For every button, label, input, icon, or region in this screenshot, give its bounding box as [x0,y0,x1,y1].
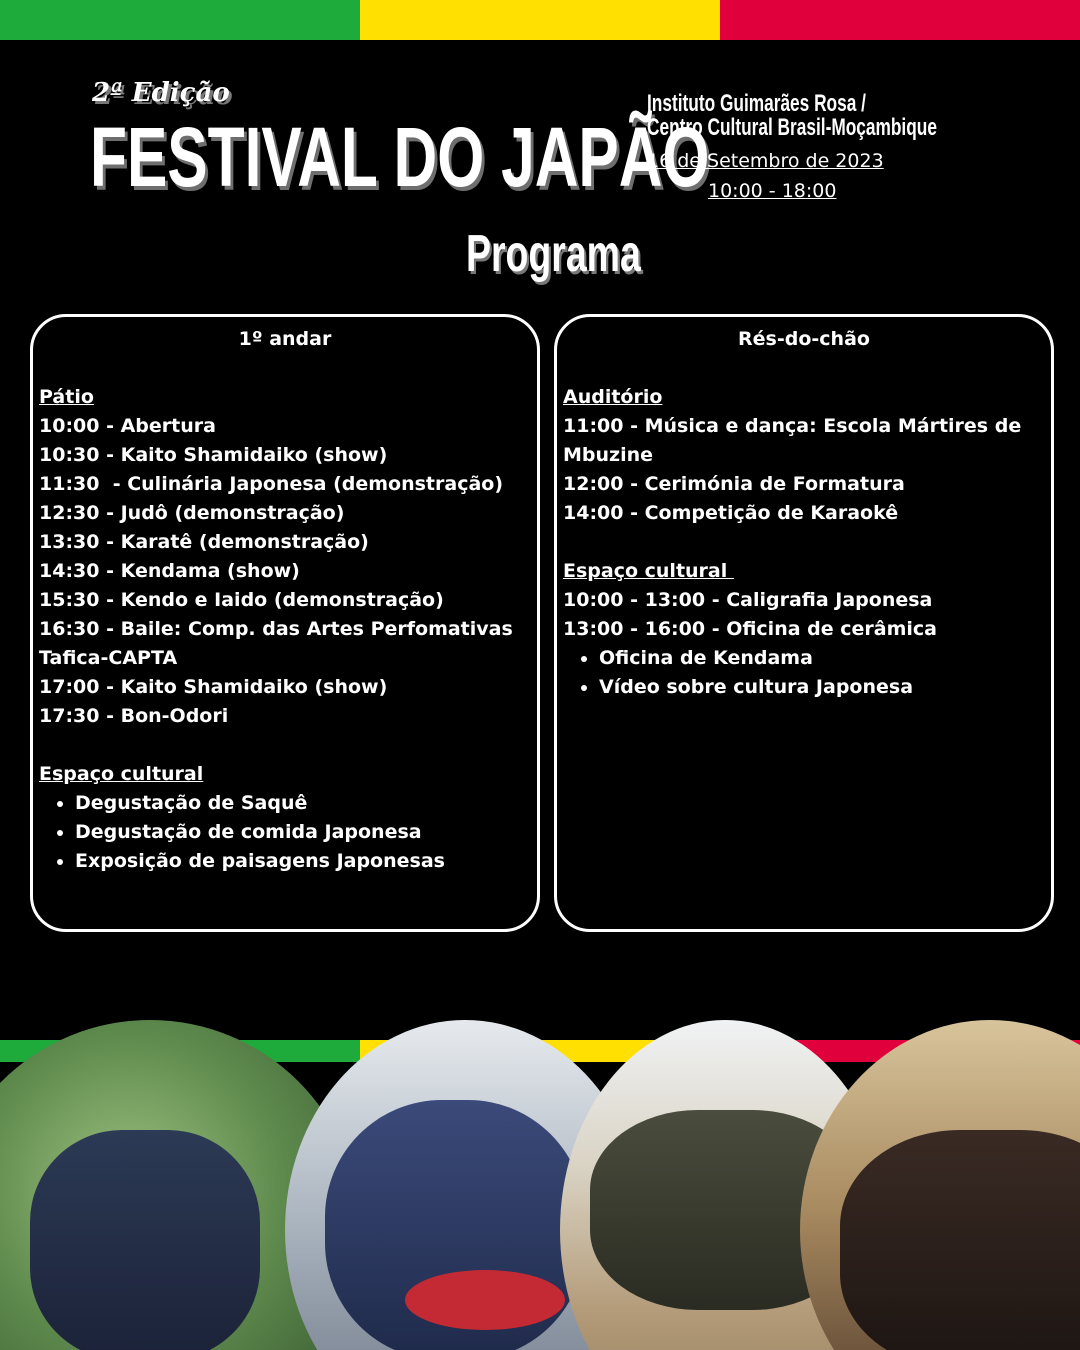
cultural-list [39,789,531,876]
schedule-item: 10:00 - 13:00 - Caligrafia Japonesa [563,589,933,611]
schedule-item: 15:30 - Kendo e Iaido (demonstração) [39,589,444,611]
venue-line-1: Instituto Guimarães Rosa / [647,90,866,117]
event-date: 16 de Setembro de 2023 [647,150,884,172]
panel-title-first-floor: 1º andar [238,328,332,350]
schedule-item: 12:00 - Cerimónia de Formatura [563,473,905,495]
flag-stripe-yellow [360,0,720,40]
ground-floor-panel [554,314,1054,932]
schedule-item: 10:30 - Kaito Shamidaiko (show) [39,444,388,466]
schedule-item: 13:00 - 16:00 - Oficina de cerâmica [563,618,937,640]
list-item: • Vídeo sobre cultura Japonesa [599,673,1045,702]
flag-stripe-green [0,0,360,40]
list-item: • Degustação de comida Japonesa [75,818,531,847]
section-cultural-space: Espaço cultural [39,763,204,785]
section-auditorium: Auditório [563,386,663,408]
schedule-item: 11:30 - Culinária Japonesa (demonstração) [39,473,504,495]
schedule-item: 10:00 - Abertura [39,415,216,437]
schedule-item: 16:30 - Baile: Comp. das Artes Perfomativas Tafica-CAPTA [39,618,513,669]
photo-children-indoors [800,1020,1080,1350]
list-item: • Exposição de paisagens Japonesas [75,847,531,876]
schedule-item: 14:00 - Competição de Karaokê [563,502,899,524]
schedule-item: 12:30 - Judô (demonstração) [39,502,345,524]
first-floor-panel [30,314,540,932]
list-item: • Degustação de Saquê [75,789,531,818]
cultural-list [563,644,1045,702]
section-patio: Pátio [39,386,94,408]
program-heading: Programa [466,225,641,283]
schedule-item: 17:00 - Kaito Shamidaiko (show) [39,676,388,698]
edition-label: 2ª Edição [92,78,230,108]
venue-line-2: Centro Cultural Brasil-Moçambique [647,114,937,141]
panel-title-ground-floor: Rés-do-chão [738,328,870,350]
list-item: • Oficina de Kendama [599,644,1045,673]
schedule-item: 11:00 - Música e dança: Escola Mártires de Mbuzine [563,415,1022,466]
schedule-item: 17:30 - Bon-Odori [39,705,229,727]
section-cultural-space: Espaço cultural [563,560,734,582]
event-time: 10:00 - 18:00 [708,180,837,202]
venue-name [647,92,935,140]
schedule-item: 14:30 - Kendama (show) [39,560,300,582]
schedule-item: 13:30 - Karatê (demonstração) [39,531,369,553]
flag-stripe-red [720,0,1080,40]
festival-title: FESTIVAL DO JAPÃO [90,110,710,204]
flag-stripe-top [0,0,1080,40]
photo-collage [0,1020,1080,1350]
